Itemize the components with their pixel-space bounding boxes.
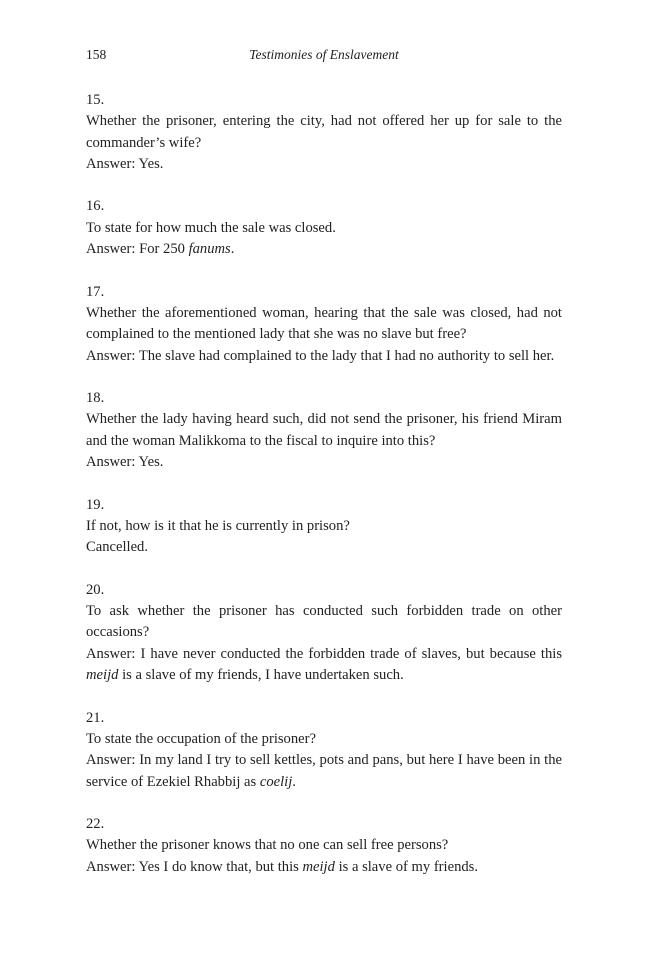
question-block-20 [86,580,562,686]
question-number: 22. [86,816,105,833]
answer-text-part: . [292,773,296,790]
question-text: To state the occupation of the prisoner? [86,730,316,747]
question-text: Whether the prisoner knows that no one can sell free persons? [86,837,449,854]
running-head [86,46,562,64]
answer-text-part: Answer: Yes I do know that, but this [86,858,303,875]
answer-text-part: is a slave of my friends. [334,858,478,875]
question-number: 17. [86,283,105,300]
question-text: Whether the aforementioned woman, hearing that the sale was closed, had not complained to the mentioned lady that she was no slave but free? [86,304,562,343]
answer-text [86,857,562,878]
answer-text: Answer: The slave had complained to the lady that I had no authority to sell her. [86,347,555,364]
answer-text-part: . [230,241,235,258]
question-number: 21. [86,709,105,726]
answer-text: Answer: Yes. [86,155,164,172]
question-number: 15. [86,92,105,108]
question-text: To ask whether the prisoner has conducted such forbidden trade on other occasions? [86,603,562,641]
question-block-21 [86,708,562,793]
italic-term: fanums [188,241,231,258]
answer-text-part: Answer: I have never conducted the forbidden trade of slaves, but because this [86,645,562,662]
page-number: 158 [86,47,107,62]
question-block-19 [86,495,562,559]
question-text: Whether the lady having heard such, did not send the prisoner, his friend Miram and the woman Malikkoma to the fiscal to inquire into this? [86,411,562,449]
italic-term: meijd [302,858,335,875]
italic-term: coelij [259,773,293,790]
answer-text: Answer: Yes. [86,454,164,471]
answer-text-part: Answer: For 250 [86,241,189,258]
answer-text [86,239,562,260]
answer-text [86,750,562,793]
answer-text-part: is a slave of my friends, I have undertaken such. [118,667,404,684]
question-number: 19. [86,496,105,513]
answer-text [86,644,562,687]
question-block-18 [86,388,562,473]
body-text [86,90,562,899]
answer-text-part: Answer: In my land I try to sell kettles, pots and pans, but here I have been in the service of Ezekiel Rhabbij as [86,752,562,790]
question-text: Whether the prisoner, entering the city, had not offered her up for sale to the commander’s wife? [86,113,562,151]
question-block-17 [86,282,562,367]
question-number: 16. [86,198,105,215]
answer-text: Cancelled. [86,539,148,556]
question-block-22 [86,814,562,878]
question-number: 18. [86,390,105,407]
question-text: To state for how much the sale was closed. [86,219,336,236]
question-text: If not, how is it that he is currently in prison? [86,517,350,534]
italic-term: meijd [86,667,119,684]
question-block-15 [86,90,562,175]
question-block-16 [86,196,562,260]
running-title: Testimonies of Enslavement [249,47,399,62]
question-number: 20. [86,581,105,598]
